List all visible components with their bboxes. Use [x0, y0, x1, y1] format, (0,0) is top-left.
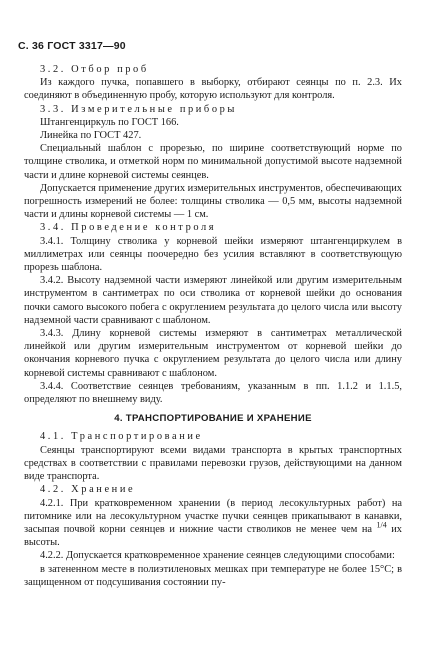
paragraph-3-4-3: 3.4.3. Длину корневой системы измеряют в сантиметрах металлической линейкой или другим измерительным инструментом от корневой шейки до окончания корневого пучка с округлением результата до целого числа или длину корневой системы сравнивают с шаблоном.: [24, 328, 402, 379]
paragraph-4-2-1: [24, 497, 402, 550]
subsection-title-instruments: 3.3. Измерительные приборы: [40, 103, 237, 115]
subsection-title-sampling: 3.2. Отбор проб: [40, 64, 149, 75]
paragraph-3-4-1: 3.4.1. Толщину стволика у корневой шейки измеряют штангенциркулем в миллиметрах или сеянцы поочередно без усилия вставляют в соответствующую прорезь шаблона.: [24, 235, 402, 274]
fraction-quarter: 1/4: [376, 520, 387, 530]
section-heading-4: 4. ТРАНСПОРТИРОВАНИЕ И ХРАНЕНИЕ: [114, 413, 312, 425]
paragraph-3-4-4: 3.4.4. Соответствие сеянцев требованиям, указанным в пп. 1.1.2 и 1.1.5, определяют по внешнему виду.: [24, 380, 402, 406]
subsection-title-transport: 4.1. Транспортирование: [40, 431, 203, 443]
subsection-title-control: 3.4. Проведение контроля: [40, 222, 217, 234]
paragraph-4-2-1-tail: их высоты.: [24, 523, 402, 549]
paragraph-sampling: Из каждого пучка, попавшего в выборку, отбирают сеянцы по п. 2.3. Их соединяют в объединенную пробу, которую используют для контроля.: [24, 77, 402, 102]
paragraph-ruler: Линейка по ГОСТ 427.: [40, 130, 142, 142]
paragraph-storage-method: в затененном месте в полиэтиленовых мешках при температуре не более 15°С; в защищенном от подсушивания состоянии пу-: [24, 563, 402, 588]
document-body: [24, 63, 402, 589]
paragraph-4-2-1-text: 4.2.1. При кратковременном хранении (в период лесокультурных работ) на питомнике или на лесокультурном участке пучки сеянцев прикапывают в канавки, засыпая почвой корни сеянцев и нижние части стволиков не менее чем на: [24, 497, 402, 535]
paragraph-other-instruments: Допускается применение других измерительных инструментов, обеспечивающих погрешность измерений не более: толщины стволика — 0,5 мм, высоты надземной части и длины корневой системы — 1 см.: [24, 182, 402, 221]
paragraph-4-2-2: 4.2.2. Допускается кратковременное хранение сеянцев следующими способами:: [40, 550, 395, 562]
page-header: С. 36 ГОСТ 3317—90: [18, 40, 126, 52]
paragraph-template: Специальный шаблон с прорезью, по ширине соответствующий норме по толщине стволика, и отметкой норм по минимальной допустимой высоте надземной части и длине корневой системы сеянцев.: [24, 143, 402, 181]
paragraph-3-4-2: 3.4.2. Высоту надземной части измеряют линейкой или другим измерительным инструментом в сантиметрах по оси стволика от корневой шейки до основания почки самого высокого побега с округлением результата до целого числа или высоту надземной части сравнивают с шаблоном.: [24, 275, 402, 326]
subsection-title-storage: 4.2. Хранение: [40, 484, 136, 496]
paragraph-caliper: Штангенциркуль по ГОСТ 166.: [40, 116, 179, 128]
paragraph-transport: Сеянцы транспортируют всеми видами транспорта в крытых транспортных средствах в соответствии с правилами перевозки грузов, действующими на данном виде транспорта.: [24, 444, 402, 483]
